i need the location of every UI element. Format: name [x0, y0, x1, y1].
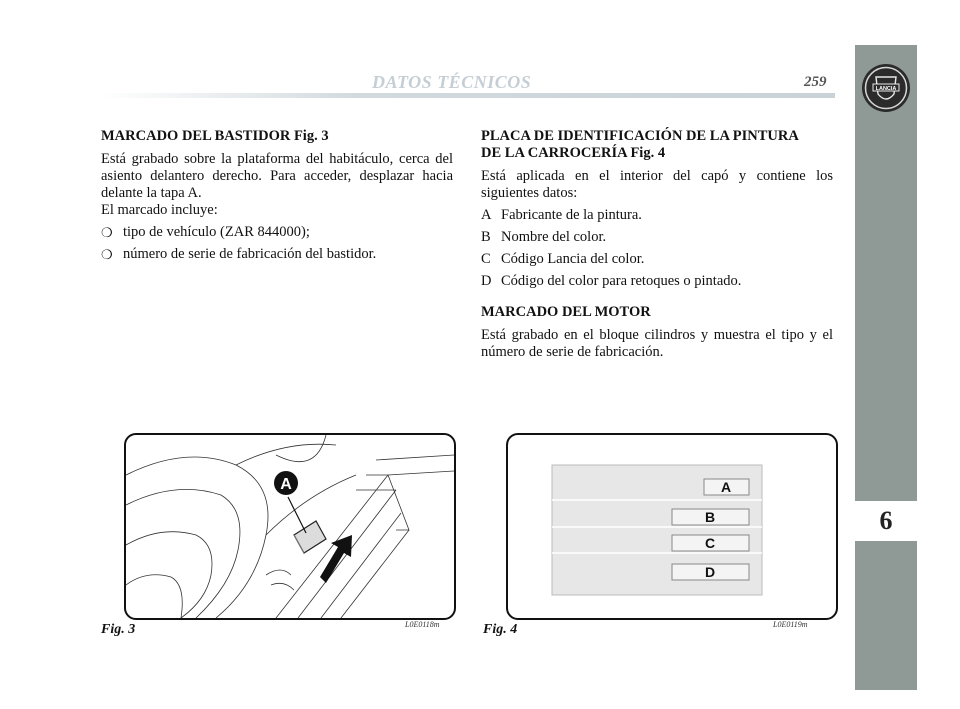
paint-plate-heading-line1: PLACA DE IDENTIFICACIÓN DE LA PINTURA — [481, 128, 799, 144]
marker-a — [274, 471, 298, 495]
engine-marking-heading: MARCADO DEL MOTOR — [481, 304, 651, 320]
list-item — [481, 273, 833, 290]
paint-plate-heading-line2: DE LA CARROCERÍA Fig. 4 — [481, 145, 666, 161]
header-divider — [100, 93, 835, 98]
list-letter: C — [481, 251, 491, 267]
list-text: Código Lancia del color. — [501, 251, 645, 267]
plate-field-b — [672, 509, 749, 525]
bullet-text: número de serie de fabricación del bastidor. — [123, 246, 377, 262]
list-item — [481, 207, 833, 224]
lancia-logo-icon — [860, 62, 912, 114]
bullet-text: tipo de vehículo (ZAR 844000); — [123, 224, 310, 240]
plate-label-b: B — [704, 509, 716, 525]
figure-4-caption: Fig. 4 — [483, 622, 518, 637]
plate-field-c — [672, 535, 749, 551]
list-letter: A — [481, 207, 492, 223]
figure-3-caption: Fig. 3 — [101, 622, 136, 637]
bullet-icon: ❍ — [101, 225, 113, 240]
plate-field-d — [672, 564, 749, 580]
arrow-up-right-icon — [320, 535, 352, 583]
chapter-number: 6 — [879, 506, 893, 535]
figure-3-illustration — [124, 433, 456, 620]
figure-4-illustration — [506, 433, 838, 620]
chapter-tab[interactable] — [855, 501, 917, 541]
plate-label-a: A — [720, 479, 732, 495]
chassis-marking-heading: MARCADO DEL BASTIDOR Fig. 3 — [101, 128, 329, 144]
chassis-marking-intro: El marcado incluye: — [101, 202, 218, 218]
list-item — [481, 229, 833, 246]
list-letter: B — [481, 229, 491, 245]
list-text: Código del color para retoques o pintado. — [501, 273, 742, 289]
plate-label-d: D — [704, 564, 716, 580]
engine-marking-paragraph: Está grabado en el bloque cilindros y muestra el tipo y el número de serie de fabricación. — [481, 327, 833, 360]
bullet-icon: ❍ — [101, 247, 113, 262]
figure-4-code: L0E0119m — [773, 620, 808, 629]
plate-label-c: C — [704, 535, 716, 551]
list-text: Fabricante de la pintura. — [501, 207, 642, 223]
marker-a-label: A — [280, 476, 292, 493]
list-letter: D — [481, 273, 492, 289]
logo-text: LANCIA — [875, 86, 897, 92]
list-text: Nombre del color. — [501, 229, 607, 245]
paint-plate-heading — [481, 128, 833, 162]
list-item — [481, 251, 833, 268]
figure-3-code: L0E0118m — [405, 620, 440, 629]
left-column — [101, 128, 453, 263]
list-item — [101, 224, 453, 241]
page-number: 259 — [804, 74, 827, 90]
list-item — [101, 246, 453, 263]
chapter-sidebar — [855, 45, 917, 690]
paint-plate-paragraph: Está aplicada en el interior del capó y contiene los siguientes datos: — [481, 168, 833, 201]
access-flap — [294, 521, 326, 553]
chassis-marking-paragraph: Está grabado sobre la plataforma del habitáculo, cerca del asiento delantero derecho. Para acceder, desplazar hacia delante la tapa A. — [101, 151, 453, 201]
running-header-title: DATOS TÉCNICOS — [372, 72, 532, 92]
plate-field-a — [704, 479, 749, 495]
right-column — [481, 128, 833, 361]
